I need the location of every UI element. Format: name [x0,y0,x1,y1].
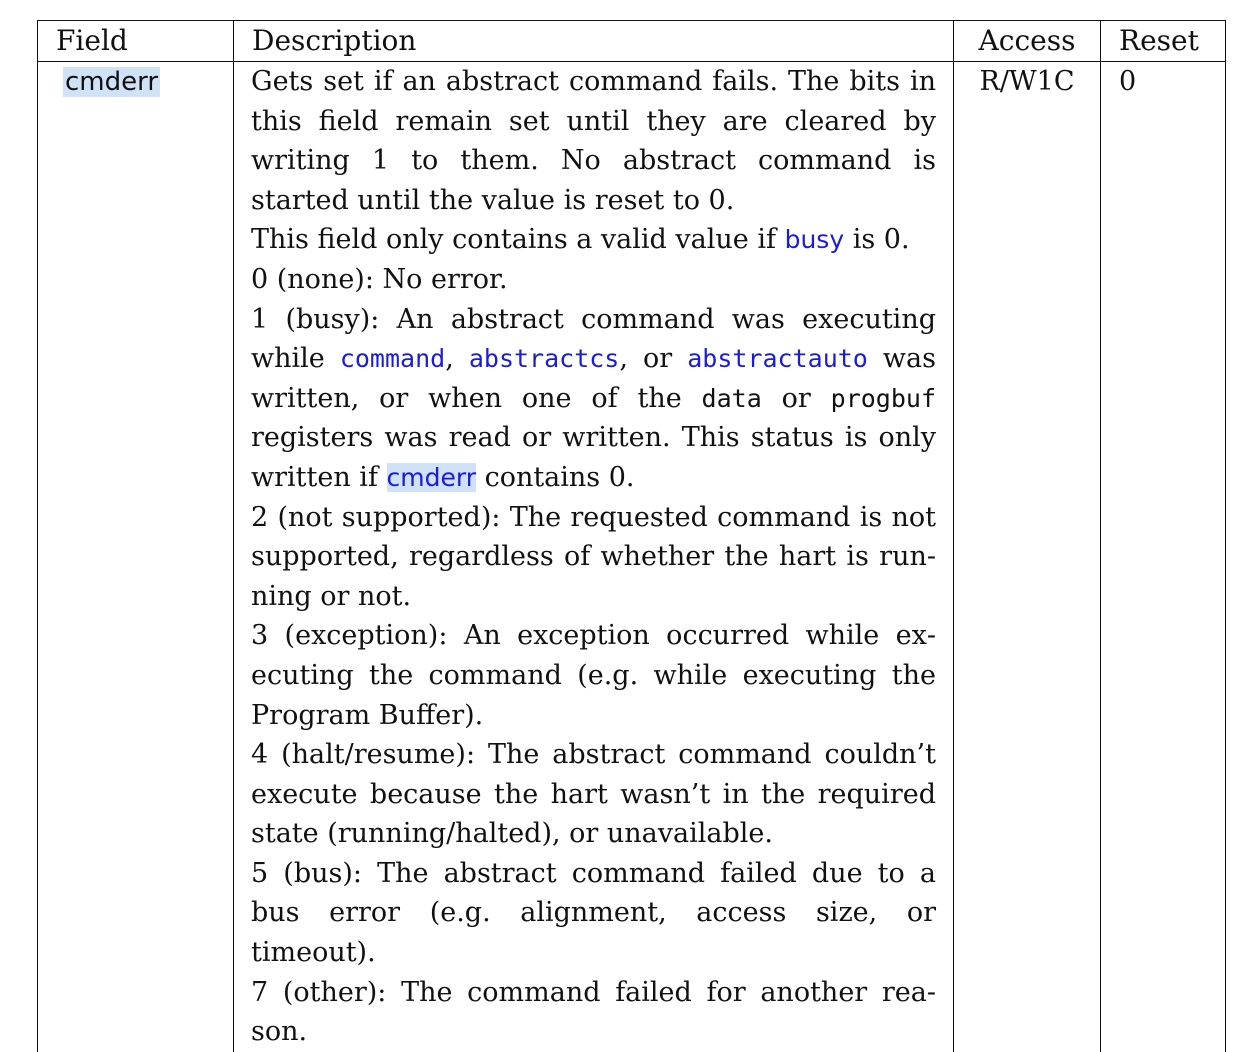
abstractauto-link[interactable]: abstractauto [687,344,868,374]
table-row [38,62,1226,1052]
access-cell: R/W1C [954,62,1101,1052]
busy-text-post: contains 0. [475,461,635,493]
description-validity [251,220,936,260]
header-field: Field [38,21,234,62]
busy-mid-1: was written, or when one of the [251,343,936,414]
busy-sep-2: , or [619,343,688,375]
description-summary: Gets set if an abstract command fails. The bits in this field remain set until they are cleared by writing 1 to them. No abstract command is started until the value is reset to 0. [251,66,936,216]
abstractcs-link[interactable]: abstractcs [468,344,620,374]
field-cell [38,62,234,1052]
value-1-busy [251,300,936,498]
validity-text-pre: This field only contains a valid value if [251,224,785,256]
header-row [38,21,1226,62]
validity-text-post: is 0. [844,224,910,256]
busy-sep-1: , [445,343,469,375]
value-7-other: 7 (other): The command failed for another reason. [251,976,936,1048]
header-description: Description [234,21,954,62]
value-0-none: 0 (none): No error. [251,263,508,295]
value-2-not-supported: 2 (not supported): The requested command is not supported, regardless of whether the hart is running or not. [251,501,936,612]
header-reset: Reset [1101,21,1226,62]
header-access: Access [954,21,1101,62]
busy-mid-2: or [761,382,831,414]
value-4-halt-resume: 4 (halt/resume): The abstract command couldn’t execute because the hart wasn’t in the required state (running/halted), or unavailable. [251,739,936,850]
cmderr-link[interactable]: cmderr [386,462,476,492]
description-cell [234,62,954,1052]
value-3-exception: 3 (exception): An exception occurred while executing the command (e.g. while executing the Program Buffer). [251,620,936,731]
reset-cell: 0 [1101,62,1226,1052]
busy-link[interactable]: busy [784,225,845,255]
data-register-code: data [701,383,762,413]
value-5-bus: 5 (bus): The abstract command failed due to a bus error (e.g. alignment, access size, or timeout). [251,857,936,969]
busy-mid-3: registers was read or written. This status is only written if [251,422,936,493]
progbuf-register-code: progbuf [830,383,936,413]
field-name-cmderr: cmderr [65,67,159,97]
command-link[interactable]: command [339,344,446,374]
register-field-table [37,20,1226,1052]
busy-text-pre: 1 (busy): An abstract command was executing while [251,303,936,375]
